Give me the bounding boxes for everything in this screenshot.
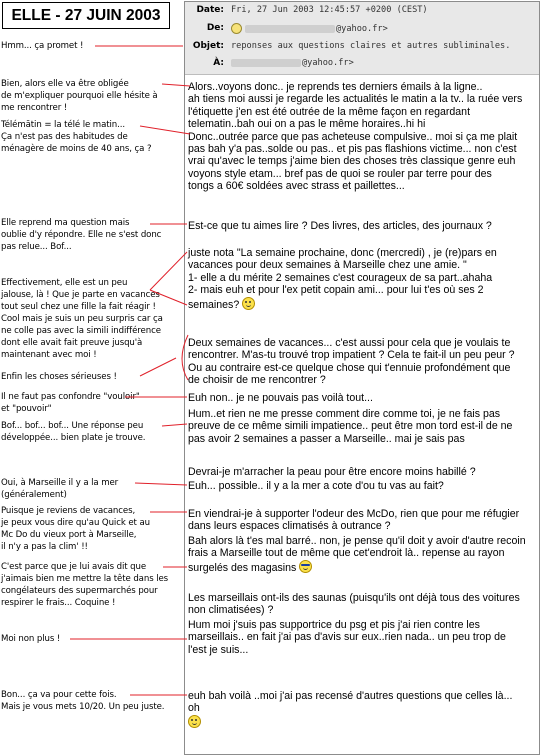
from-value[interactable] bbox=[231, 23, 388, 34]
email-paragraph: Euh... possible.. il y a la mer a cote d'ou tu vas au fait? bbox=[188, 480, 444, 492]
email-paragraph-text: Bah alors là t'es mal barré.. non, je pense qu'il doit y avoir d'autre recoin frais a Marseille tout de même que cet'endroit là.. repense au rayon surgelés des magasins bbox=[188, 535, 526, 574]
email-paragraph: Hum..et rien ne me presse comment dire comme toi, je ne fais pas preuve de ce même simili impatience.. peut être mon tord est-il de ne pas avoir 2 semaines a passer a Marseille.. mai je sais pas bbox=[188, 408, 513, 445]
annotation-text: Bof... bof... bof... Une réponse peu développée... bien plate je trouve. bbox=[1, 421, 146, 443]
annotation-text: Effectivement, elle est un peu jalouse, là ! Que je parte en vacances tout seul chez une fille la fait réagir ! Cool mais je suis un peu surpris car ça ne colle pas avec la simili indifférence dont elle avait fait preuve jusqu'à maintenant avec moi ! bbox=[1, 278, 163, 360]
email-paragraph: Hum moi j'suis pas supportrice du psg et pis j'ai rien contre les marseillais.. en fait j'ai pas d'avis sur eux..rien nada.. un peu trop de l'est je suis... bbox=[188, 619, 506, 656]
from-row bbox=[185, 23, 539, 40]
email-paragraph-text: euh bah voilà ..moi j'ai pas recensé d'autres questions que celles là... oh bbox=[188, 690, 513, 715]
annotation-4 bbox=[1, 217, 161, 253]
annotation-3 bbox=[1, 119, 151, 155]
to-label: À: bbox=[213, 58, 224, 68]
email-paragraph: Les marseillais ont-ils des saunas (puisqu'ils ont déjà tous des voitures non climatisées) ? bbox=[188, 592, 520, 617]
to-value[interactable] bbox=[231, 58, 354, 68]
redacted-sender bbox=[245, 25, 335, 33]
annotation-10 bbox=[1, 505, 150, 553]
annotation-13 bbox=[1, 689, 164, 713]
annotation-1 bbox=[1, 40, 83, 52]
annotation-text: Hmm... ça promet ! bbox=[1, 41, 84, 51]
smiley-icon bbox=[188, 715, 201, 728]
email-paragraph bbox=[188, 535, 537, 574]
annotation-text: Bon... ça va pour cette fois. Mais je vous mets 10/20. Un peu juste. bbox=[1, 690, 165, 712]
face-avatar-icon bbox=[231, 23, 242, 34]
annotation-12 bbox=[1, 633, 60, 645]
date-row bbox=[185, 5, 539, 22]
email-paragraph bbox=[188, 690, 537, 729]
to-domain: @yahoo.fr> bbox=[302, 58, 354, 68]
subject-label: Objet: bbox=[192, 41, 224, 51]
annotation-text: Il ne faut pas confondre "vouloir" et "pouvoir" bbox=[1, 392, 140, 414]
annotation-11 bbox=[1, 561, 168, 609]
subject-row bbox=[185, 41, 539, 58]
from-label: De: bbox=[206, 23, 224, 33]
connector-line bbox=[135, 483, 187, 485]
date-value: Fri, 27 Jun 2003 12:45:57 +0200 (CEST) bbox=[231, 5, 428, 15]
annotation-text: Bien, alors elle va être obligée de m'expliquer pourquoi elle hésite à me rencontrer ! bbox=[1, 79, 158, 113]
annotation-2 bbox=[1, 78, 158, 114]
annotation-text: C'est parce que je lui avais dit que j'aimais bien me mettre la tête dans les congélateurs des supermarchés pour respirer le frais... Coquine ! bbox=[1, 562, 169, 608]
annotation-text: Télémātin = la télé le matin... Ça n'est pas des habitudes de ménagère de moins de 40 ans, ça ? bbox=[1, 120, 152, 154]
annotation-text: Oui, à Marseille il y a la mer (généralement) bbox=[1, 478, 119, 500]
annotation-text: Moi non plus ! bbox=[1, 634, 61, 644]
annotation-5 bbox=[1, 277, 163, 361]
annotation-7 bbox=[1, 391, 140, 415]
email-paragraph: Alors..voyons donc.. je reprends tes derniers émails à la ligne.. ah tiens moi aussi je regarde les actualités le matin a la tv.. la ruée vers l'étiquette j'en est été outrée de la même façon en regardant telematin..bah oui on a pas le même horaires..hi hi Donc..outrée parce que pas acheteuse compulsive.. moi si ça me plait pas bah y'a pas..solde ou pas.. et pis pas flashions victime... non c'est vrai qu'avec le temps j'aime bien des choses très classique genre euh voyons style etam... bref pas de quoi se rouler par terre pour des tongs a 60€ soldées avec strass et paillettes... bbox=[188, 81, 523, 193]
grinning-smiley-icon bbox=[242, 297, 255, 310]
email-paragraph: Devrai-je m'arracher la peau pour être encore moins habillé ? bbox=[188, 466, 476, 478]
date-label: Date: bbox=[196, 5, 224, 15]
email-message bbox=[184, 1, 540, 755]
annotation-text: Elle reprend ma question mais oublie d'y répondre. Elle ne s'est donc pas relue... Bof... bbox=[1, 218, 162, 252]
email-paragraph: Euh non.. je ne pouvais pas voilà tout... bbox=[188, 392, 373, 404]
annotation-text: Puisque je reviens de vacances, je peux vous dire qu'au Quick et au Mc Do du vieux port à Marseille, il n'y a pas la clim' !! bbox=[1, 506, 150, 552]
subject-value: reponses aux questions claires et autres subliminales. bbox=[231, 41, 511, 51]
email-paragraph: Deux semaines de vacances... c'est aussi pour cela que je voulais te rencontrer. M'as-tu trouvé trop impatient ? Cela te fait-il un peu peur ? Ou au contraire est-ce quelque chose qui t'ennuie profondément que de choisir de me rencontrer ? bbox=[188, 337, 515, 387]
email-paragraph: Est-ce que tu aimes lire ? Des livres, des articles, des journaux ? bbox=[188, 220, 492, 232]
annotation-8 bbox=[1, 420, 145, 444]
email-paragraph-text: juste nota "La semaine prochaine, donc (mercredi) , je (re)pars en vacances pour deux semaines à Marseille chez une amie. " 1- elle a du mérite 2 semaines c'est courageux de sa part..ahaha 2- mais euh et pour l'ex petit copain ami... pour lui t'es où ses 2 semaines? bbox=[188, 247, 497, 311]
redacted-recipient bbox=[231, 59, 301, 67]
cool-smiley-icon bbox=[299, 560, 312, 573]
annotation-text: Enfin les choses sérieuses ! bbox=[1, 372, 117, 382]
email-paragraph: En viendrai-je à supporter l'odeur des McDo, rien que pour me réfugier dans leurs espaces climatisés à outrance ? bbox=[188, 508, 520, 533]
email-header bbox=[185, 2, 539, 75]
to-row bbox=[185, 58, 539, 75]
page-title: ELLE - 27 JUIN 2003 bbox=[2, 2, 170, 29]
from-domain: @yahoo.fr> bbox=[336, 24, 388, 34]
annotation-9 bbox=[1, 477, 118, 501]
annotation-6 bbox=[1, 371, 117, 383]
email-paragraph bbox=[188, 247, 537, 311]
